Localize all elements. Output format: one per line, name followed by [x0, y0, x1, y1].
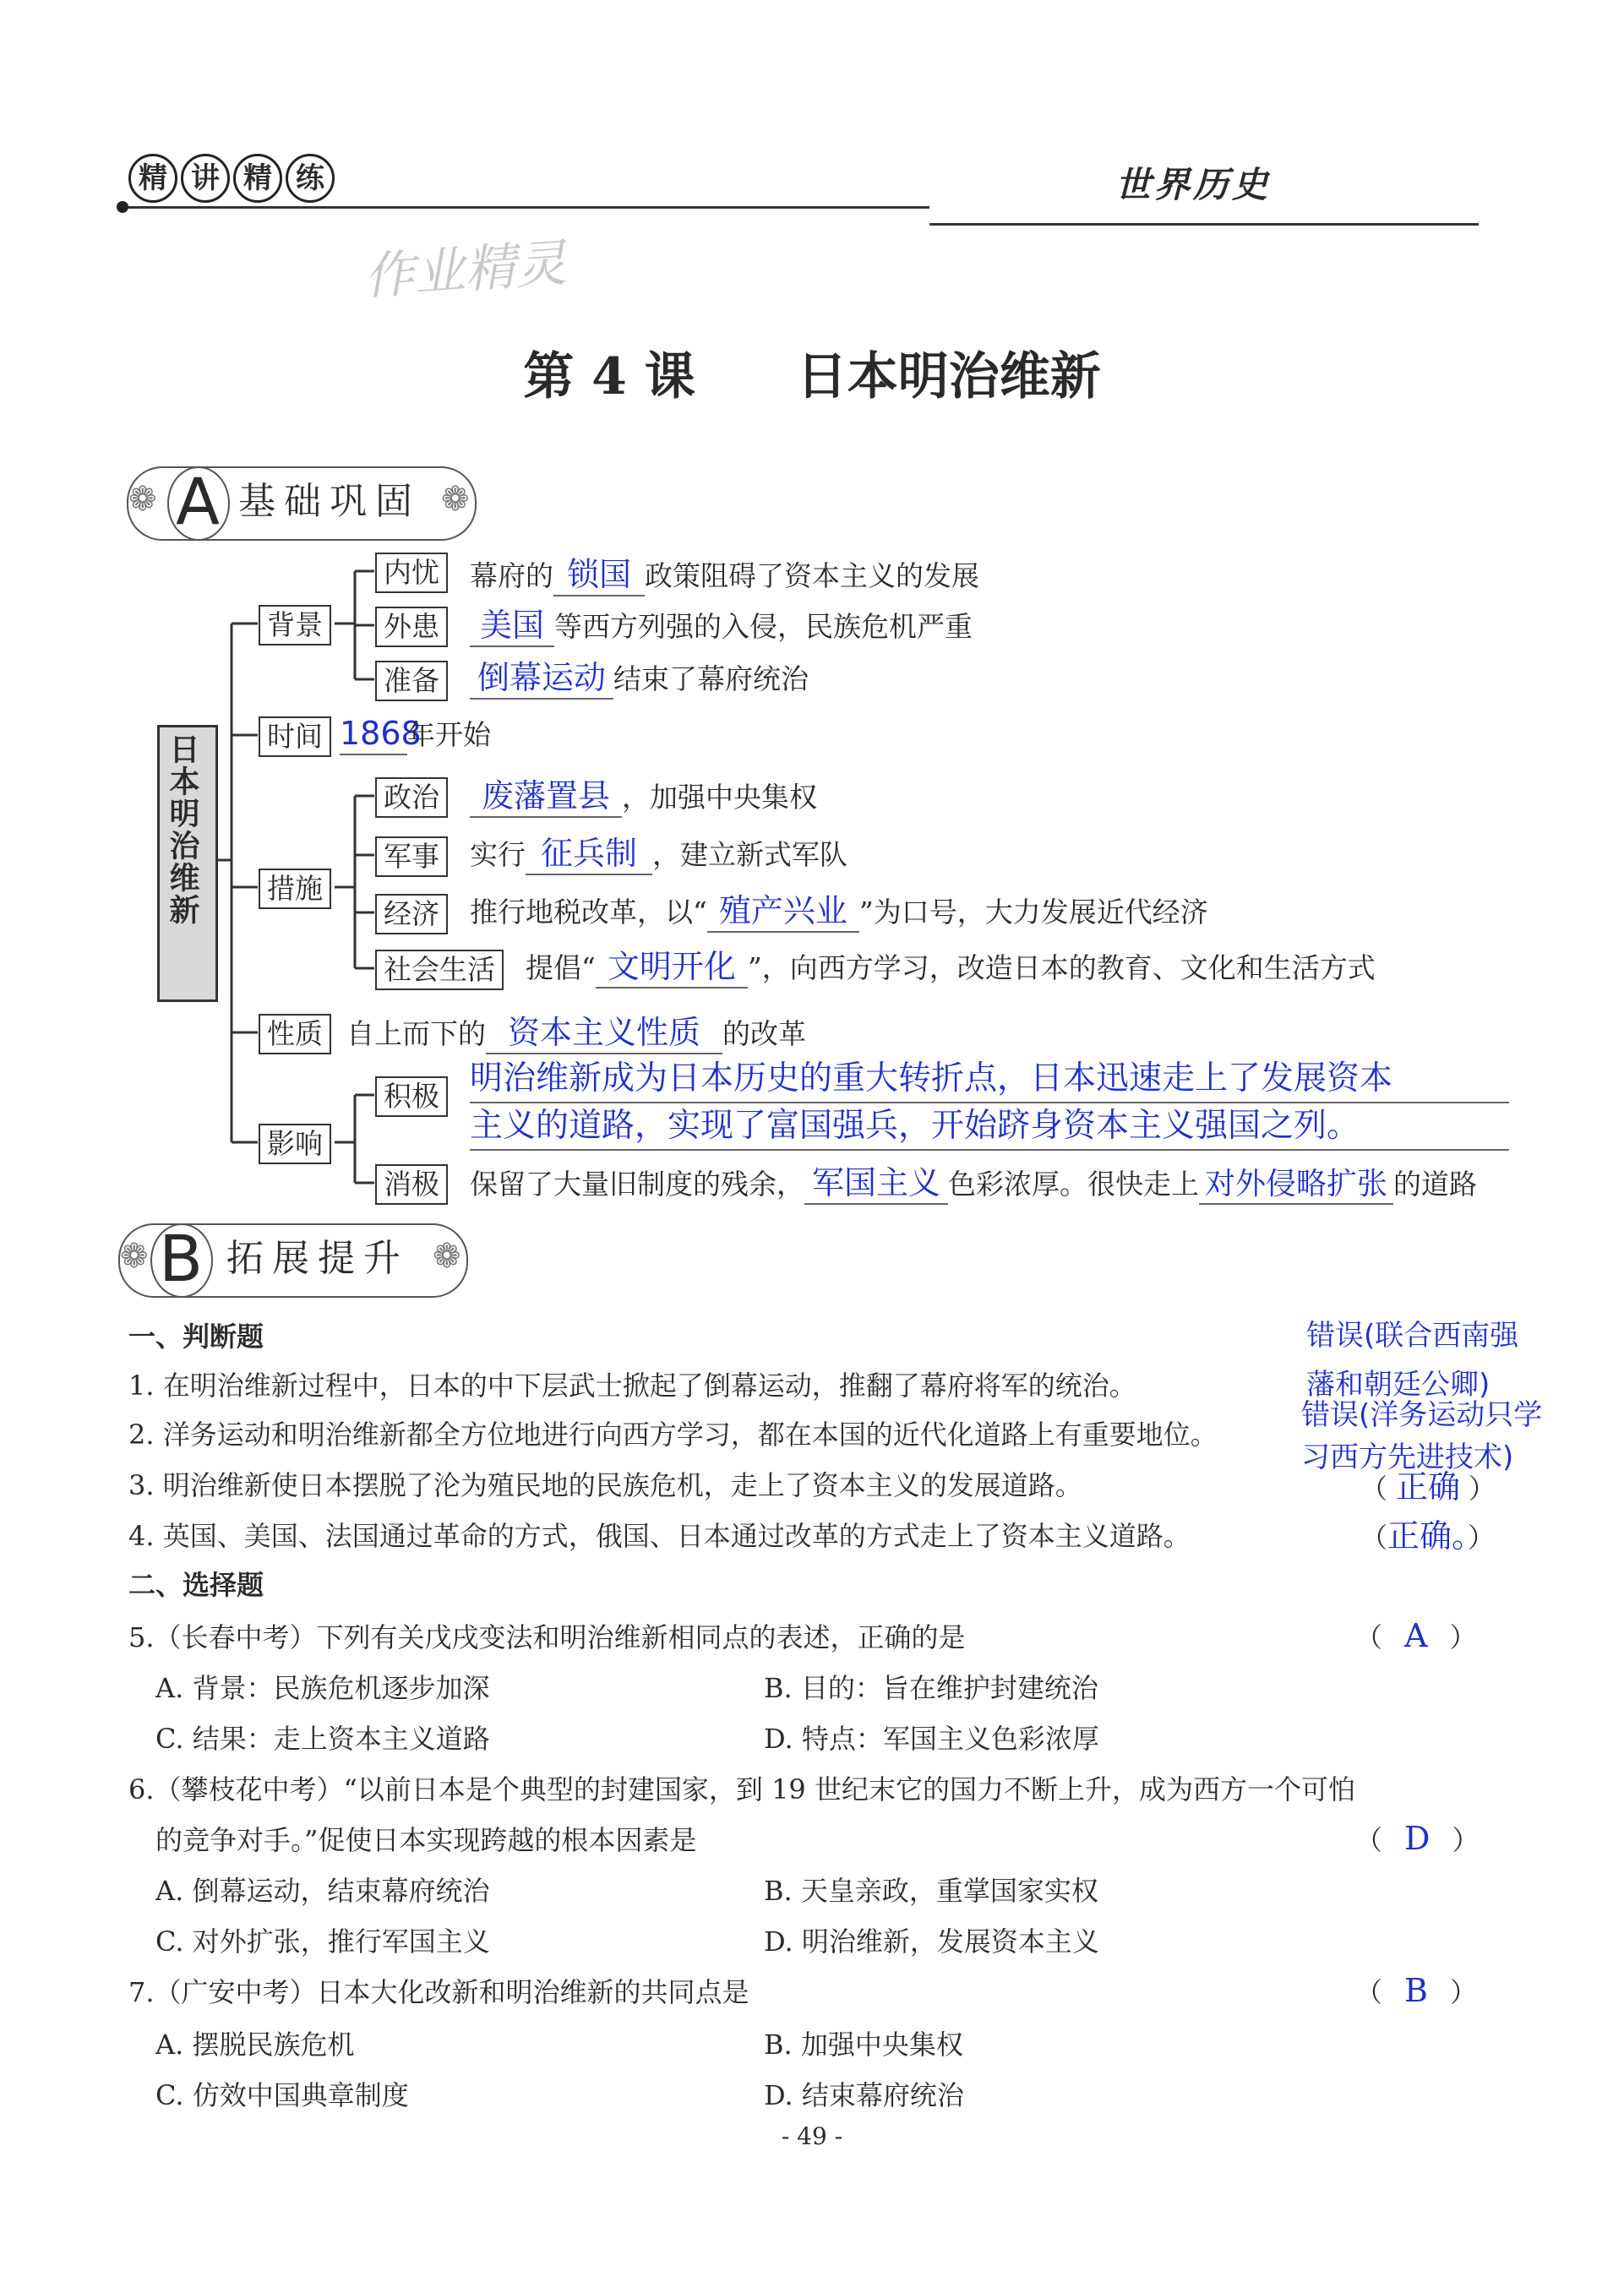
row-zhengzhi: 废藩置县 ，加强中央集权	[470, 777, 817, 818]
node-neiyou: 内忧	[375, 553, 448, 593]
node-zhengzhi: 政治	[375, 777, 448, 818]
answer-junshi: 征兵制	[540, 835, 637, 872]
answer-waihuan: 美国	[479, 607, 544, 644]
q5-answer: A	[1404, 1617, 1428, 1654]
node-nature: 性质	[259, 1014, 331, 1054]
section-letter: B	[159, 1221, 204, 1296]
row-nature: 自上而下的 资本主义性质 的改革	[346, 1014, 806, 1054]
answer-neiyou: 锁国	[566, 556, 631, 593]
q7-option-b: B. 加强中央集权	[764, 2029, 963, 2061]
row-zhunbei: 倒幕运动 结束了幕府统治	[470, 659, 809, 700]
subject-title: 世界历史	[1115, 164, 1272, 205]
q6-answer: D	[1404, 1820, 1431, 1857]
judgement-paren-4: （正确。）	[1360, 1517, 1496, 1555]
judgement-item-1: 1. 在明治维新过程中，日本的中下层武士掀起了倒幕运动，推翻了幕府将军的统治。	[128, 1370, 1136, 1402]
judgement-heading: 一、判断题	[128, 1321, 264, 1353]
fan-ornament: ❁	[433, 1237, 461, 1276]
node-jiji: 积极	[375, 1076, 448, 1117]
q5-stem: 5.（长春中考）下列有关戊戌变法和明治维新相同点的表述，正确的是	[128, 1621, 966, 1653]
row-time: 1868年开始	[340, 715, 491, 755]
fan-ornament: ❁	[120, 1237, 149, 1276]
choice-heading: 二、选择题	[128, 1569, 264, 1601]
q7-stem: 7.（广安中考）日本大化改新和明治维新的共同点是	[128, 1976, 749, 2008]
node-shehui: 社会生活	[375, 950, 504, 990]
row-xiaoji: 保留了大量旧制度的残余， 军国主义 色彩浓厚。很快走上 对外侵略扩张 的道路	[470, 1164, 1477, 1205]
row-jingji: 推行地税改革，以“ 殖产兴业 ”为口号，大力发展近代经济	[470, 892, 1208, 933]
judgement-answer-1a: 错误(联合西南强	[1306, 1319, 1519, 1353]
row-waihuan: 美国 等西方列强的入侵，民族危机严重	[470, 607, 973, 647]
q7-option-d: D. 结束幕府统治	[764, 2079, 964, 2111]
node-xiaoji: 消极	[375, 1164, 448, 1205]
answer-xiaoji-2: 对外侵略扩张	[1204, 1167, 1387, 1201]
answer-zhunbei: 倒幕运动	[477, 659, 606, 696]
page-number: - 49 -	[781, 2122, 843, 2150]
lesson-title: 第 4 课 日本明治维新	[523, 347, 1101, 406]
node-measures: 措施	[259, 869, 331, 909]
judgement-item-4: 4. 英国、美国、法国通过革命的方式，俄国、日本通过改革的方式走上了资本主义道路。	[128, 1520, 1191, 1552]
q7-option-c: C. 仿效中国典章制度	[155, 2079, 409, 2111]
q6-option-c: C. 对外扩张，推行军国主义	[155, 1925, 490, 1958]
answer-nature: 资本主义性质	[507, 1014, 700, 1051]
q7-option-a: A. 摆脱民族危机	[155, 2029, 355, 2061]
judgement-item-2: 2. 洋务运动和明治维新都全方位地进行向西方学习，都在本国的近代化道路上有重要地位。	[128, 1419, 1218, 1451]
answer-shehui: 文明开化	[607, 948, 736, 985]
section-title: 基础巩固	[238, 480, 421, 523]
answer-jingji: 殖产兴业	[718, 892, 847, 929]
series-char: 练	[286, 154, 335, 203]
q6-option-a: A. 倒幕运动，结束幕府统治	[155, 1875, 490, 1907]
fan-ornament: ❁	[128, 480, 157, 519]
node-time: 时间	[259, 716, 331, 757]
q5-paren: （ A ）	[1355, 1617, 1477, 1654]
answer-zhengzhi: 废藩置县	[481, 777, 610, 814]
tree-root-label: 日本明治维新	[165, 733, 199, 926]
section-title: 拓展提升	[226, 1237, 409, 1280]
watermark: 作业精灵	[362, 233, 569, 308]
node-impact: 影响	[259, 1124, 331, 1164]
answer-jiji-line1: 明治维新成为日本历史的重大转折点，日本迅速走上了发展资本	[470, 1056, 1509, 1103]
q7-paren: （ B ）	[1355, 1972, 1477, 2009]
q6-option-d: D. 明治维新，发展资本主义	[764, 1925, 1099, 1958]
q5-option-c: C. 结果：走上资本主义道路	[155, 1723, 490, 1755]
node-waihuan: 外患	[375, 607, 448, 647]
judgement-answer-3: 正确	[1396, 1468, 1461, 1506]
q6-stem-1: 6.（攀枝花中考）“以前日本是个典型的封建国家，到 19 世纪末它的国力不断上升，成为西方一个可怕	[128, 1773, 1355, 1805]
q5-option-d: D. 特点：军国主义色彩浓厚	[764, 1723, 1099, 1755]
row-neiyou: 幕府的 锁国 政策阻碍了资本主义的发展	[470, 556, 979, 596]
series-char: 精	[233, 154, 282, 203]
q6-stem-2: 的竞争对手。”促使日本实现跨越的根本因素是	[155, 1824, 697, 1856]
series-char: 讲	[181, 154, 230, 203]
answer-jiji-line2: 主义的道路，实现了富国强兵，开始跻身资本主义强国之列。	[470, 1103, 1509, 1151]
fan-ornament: ❁	[441, 480, 470, 519]
q6-paren: （ D ）	[1355, 1820, 1480, 1857]
judgement-paren-3: （ 正确 ）	[1360, 1468, 1496, 1506]
node-zhunbei: 准备	[375, 661, 448, 701]
row-junshi: 实行 征兵制 ，建立新式军队	[470, 835, 847, 875]
node-background: 背景	[259, 605, 331, 645]
answer-time: 1868	[340, 715, 422, 752]
q5-option-a: A. 背景：民族危机逐步加深	[155, 1672, 490, 1704]
section-letter: A	[176, 464, 220, 539]
q6-option-b: B. 天皇亲政，重掌国家实权	[764, 1875, 1098, 1907]
series-char: 精	[128, 154, 177, 203]
judgement-answer-4: 正确。	[1387, 1517, 1469, 1555]
judgement-answer-2a: 错误(洋务运动只学	[1301, 1398, 1543, 1432]
q7-answer: B	[1404, 1972, 1428, 2009]
judgement-answer-1b: 藩和朝廷公卿)	[1306, 1368, 1490, 1402]
row-shehui: 提倡“ 文明开化 ”，向西方学习，改造日本的教育、文化和生活方式	[526, 948, 1376, 989]
judgement-item-3: 3. 明治维新使日本摆脱了沦为殖民地的民族危机，走上了资本主义的发展道路。	[128, 1469, 1082, 1501]
judgement-answer-2b: 习西方先进技术)	[1301, 1441, 1514, 1474]
node-junshi: 军事	[375, 836, 448, 877]
answer-xiaoji-1: 军国主义	[811, 1164, 940, 1201]
node-jingji: 经济	[375, 894, 448, 934]
q5-option-b: B. 目的：旨在维护封建统治	[764, 1672, 1098, 1704]
